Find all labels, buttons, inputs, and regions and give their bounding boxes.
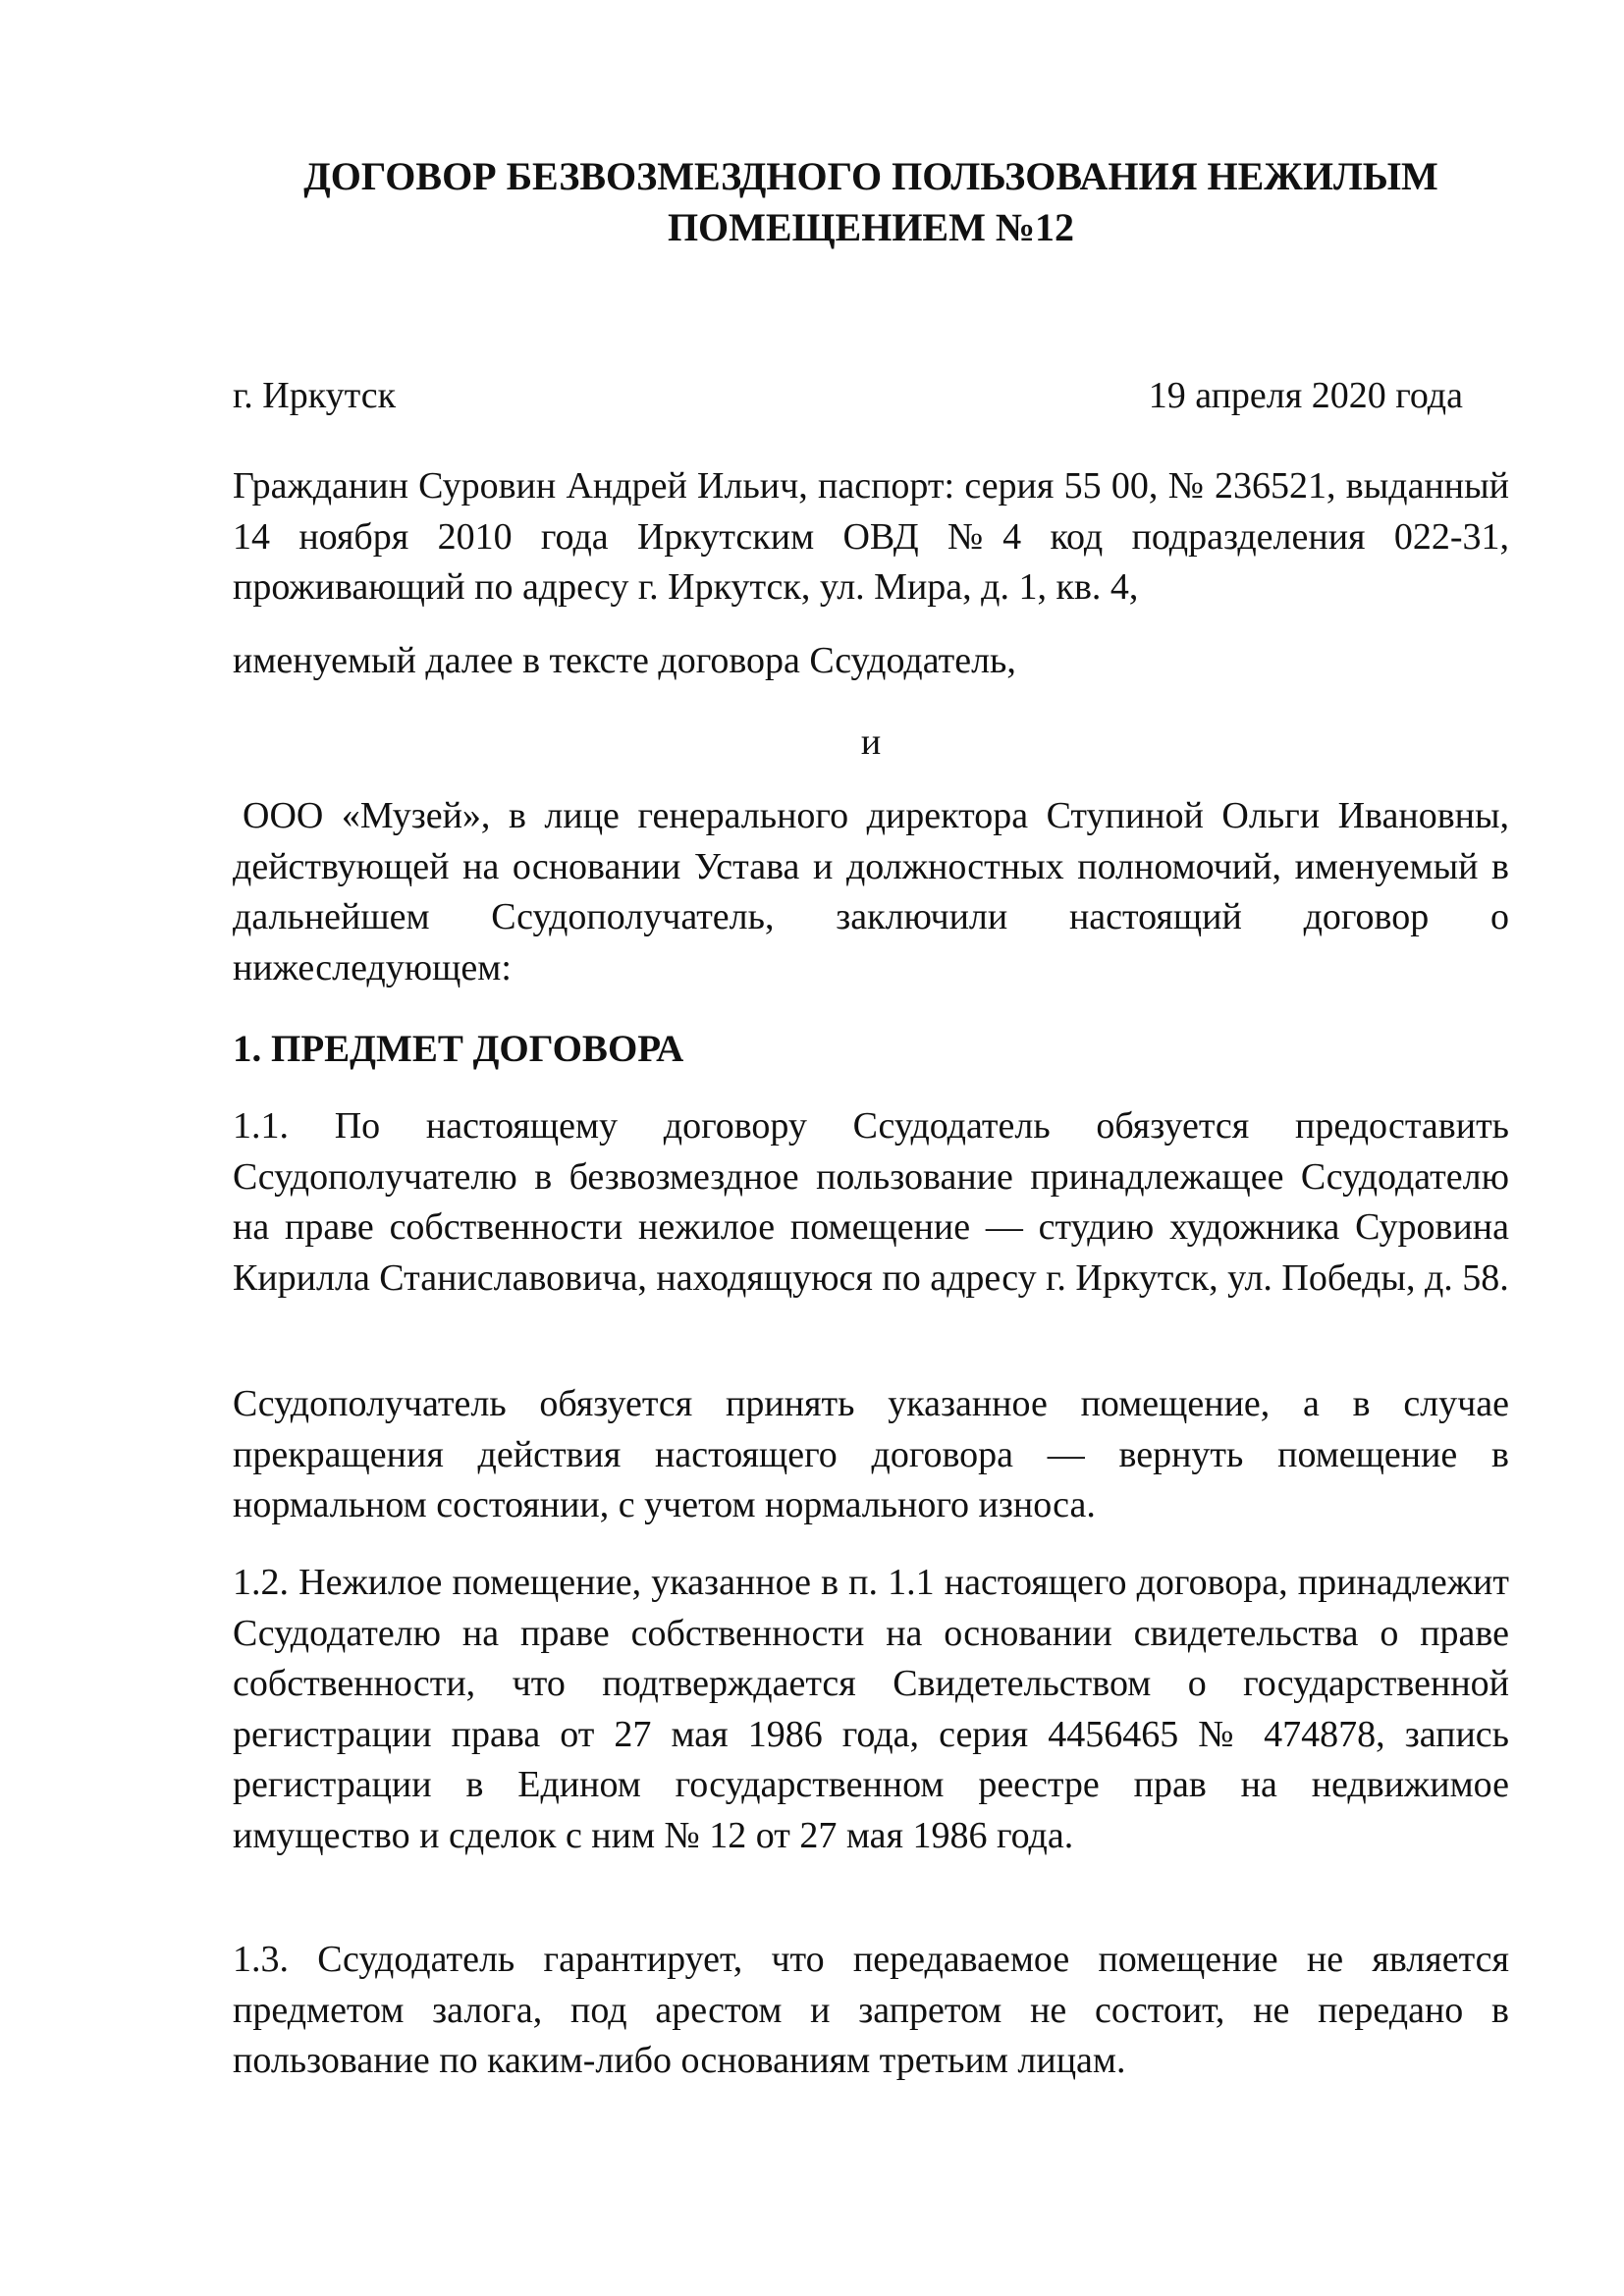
party1-alias: именуемый далее в тексте договора Ссудодатель,: [233, 640, 1016, 681]
contract-city: г. Иркутск: [233, 375, 397, 416]
contract-date: 19 апреля 2020 года: [1148, 375, 1463, 416]
party2-paragraph: ООО «Музей», в лице генерального директора Ступиной Ольги Ивановны, действующей на основании Устава и должностных полномочий, именуемый в дальнейшем Ссудополучатель, заключили настоящий договор о нижеследующем:: [233, 795, 1509, 988]
title-line-1: ДОГОВОР БЕЗВОЗМЕЗДНОГО ПОЛЬЗОВАНИЯ НЕЖИЛЫМ: [303, 154, 1438, 198]
section-1-heading: 1. ПРЕДМЕТ ДОГОВОРА: [233, 1028, 684, 1070]
clause-1-3: 1.3. Ссудодатель гарантирует, что передаваемое помещение не является предметом залога, под арестом и запретом не состоит, не передано в пользование по каким-либо основаниям третьим лицам.: [233, 1939, 1509, 2081]
clause-1-2: 1.2. Нежилое помещение, указанное в п. 1.1 настоящего договора, принадлежит Ссудодателю на праве собственности на основании свидетельства о праве собственности, что подтверждается Свидетельством о государственной регистрации права от 27 мая 1986 года, серия 4456465 № 474878, запись регистрации в Едином государственном реестре прав на недвижимое имущество и сделок с ним № 12 от 27 мая 1986 года.: [233, 1562, 1509, 1856]
party1-paragraph: Гражданин Суровин Андрей Ильич, паспорт: серия 55 00, № 236521, выданный 14 ноября 2010 года Иркутским ОВД №4 код подразделения 022-31, проживающий по адресу г. Иркутск, ул. Мира, д. 1, кв. 4,: [233, 465, 1509, 608]
clause-1-1: 1.1. По настоящему договору Ссудодатель обязуется предоставить Ссудополучателю в безвозмездное пользование принадлежащее Ссудодателю на праве собственности нежилое помещение — студию художника Суровина Кирилла Станиславовича, находящуюся по адресу г. Иркутск, ул. Победы, д. 58.: [233, 1105, 1509, 1299]
title-line-2: ПОМЕЩЕНИЕМ №12: [667, 205, 1075, 249]
clause-1-1-continued: Ссудополучатель обязуется принять указанное помещение, а в случае прекращения действия настоящего договора — вернуть помещение в нормальном состоянии, с учетом нормального износа.: [233, 1383, 1509, 1525]
conjunction-and: и: [860, 721, 882, 763]
document-title: [233, 151, 1509, 253]
